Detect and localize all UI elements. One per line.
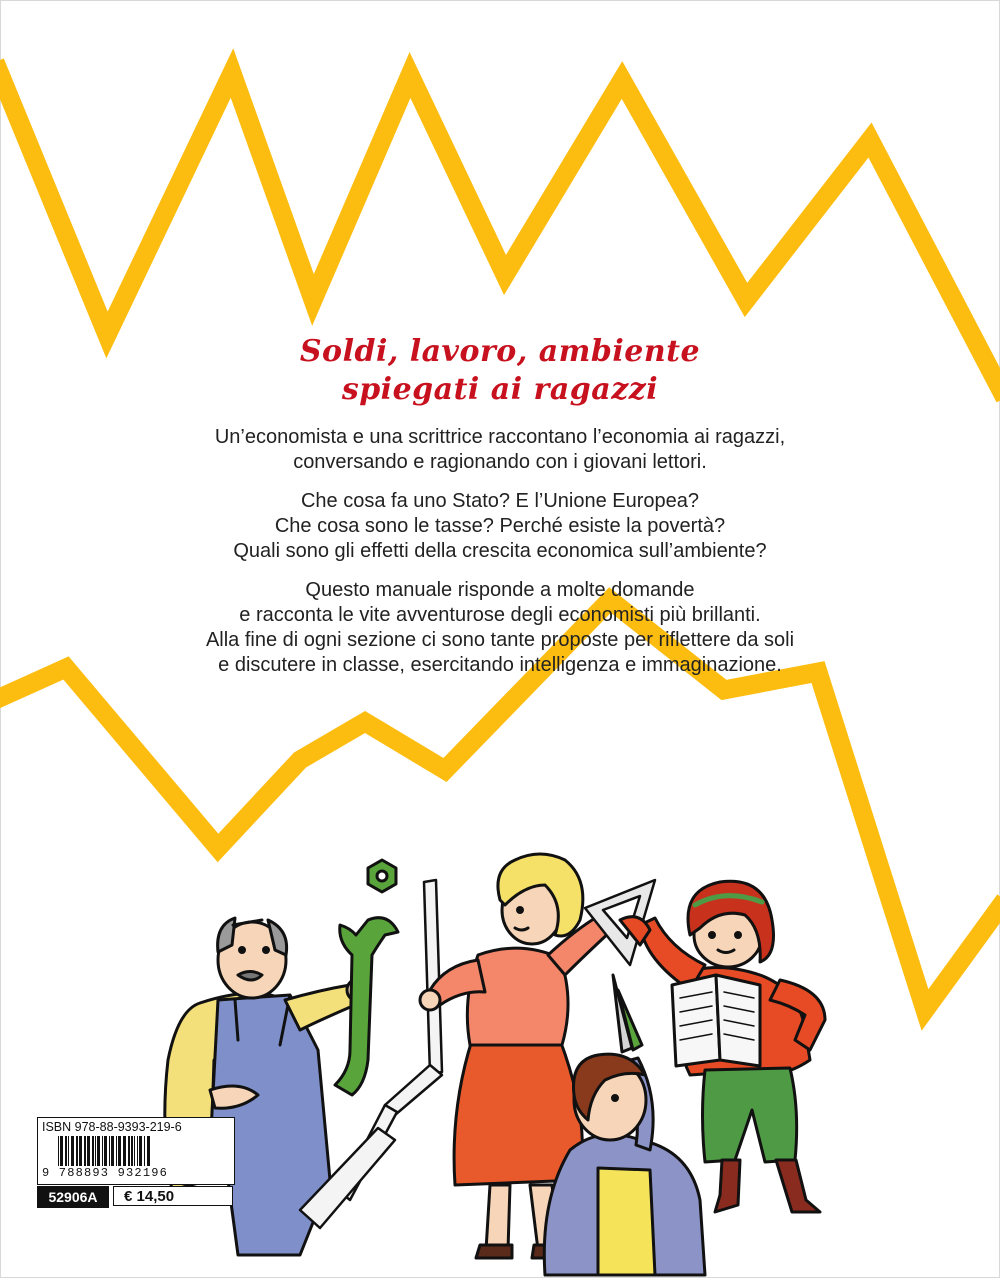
barcode-bar [134,1136,135,1166]
barcode-bar [102,1136,103,1166]
barcode-bar [68,1136,69,1166]
text-line: Quali sono gli effetti della crescita economica sull’ambiente? [233,540,767,562]
barcode-bar [131,1136,133,1166]
barcode-bar [60,1136,63,1166]
text-line: e racconta le vite avventurose degli economisti più brillanti. [239,604,761,626]
headline [150,333,850,409]
text-line: Questo manuale risponde a molte domande [305,579,695,601]
text-line: Che cosa sono le tasse? Perché esiste la povertà? [274,515,726,537]
barcode-bar [76,1136,78,1166]
blurb-section [150,333,850,692]
isbn-barcode-box [37,1117,235,1185]
barcode-bar [58,1136,59,1166]
barcode-bar [128,1136,130,1166]
barcode-bar [116,1136,117,1166]
headline-line: spiegati ai ragazzi [341,372,659,407]
intro-paragraph [150,425,850,475]
barcode-bar [65,1136,67,1166]
text-line: Che cosa fa uno Stato? E l’Unione Europea? [300,490,700,512]
barcode-bar [139,1136,142,1166]
barcode-bar [84,1136,86,1166]
barcode-bar [92,1136,94,1166]
barcode-bar [118,1136,121,1166]
barcode-bar [104,1136,107,1166]
barcode-bar [137,1136,138,1166]
product-code: 52906A [37,1186,109,1208]
headline-line: Soldi, lavoro, ambiente [299,334,701,369]
barcode-bar [144,1136,145,1166]
barcode-bar [111,1136,114,1166]
barcode-digits: 9 788893 932196 [42,1166,169,1180]
questions-paragraph [150,489,850,564]
barcode-bar [97,1136,100,1166]
barcode-bar [95,1136,96,1166]
barcode-bar [147,1136,150,1166]
text-line: Un’economista e una scrittrice raccontano l’economia ai ragazzi, [214,426,786,448]
barcode-bar [87,1136,90,1166]
barcode-graphic [58,1136,226,1166]
barcode-bar [109,1136,110,1166]
price-label: € 14,50 [113,1186,233,1206]
barcode-bar [71,1136,74,1166]
barcode-bar [123,1136,126,1166]
text-line: e discutere in classe, esercitando intelligenza e immaginazione. [218,654,782,676]
text-line: conversando e ragionando con i giovani lettori. [293,451,707,473]
isbn-label: ISBN 978-88-9393-219-6 [42,1120,182,1134]
barcode-bar [79,1136,82,1166]
text-line: Alla fine di ogni sezione ci sono tante proposte per riflettere da soli [205,629,795,651]
description-paragraph [150,578,850,678]
